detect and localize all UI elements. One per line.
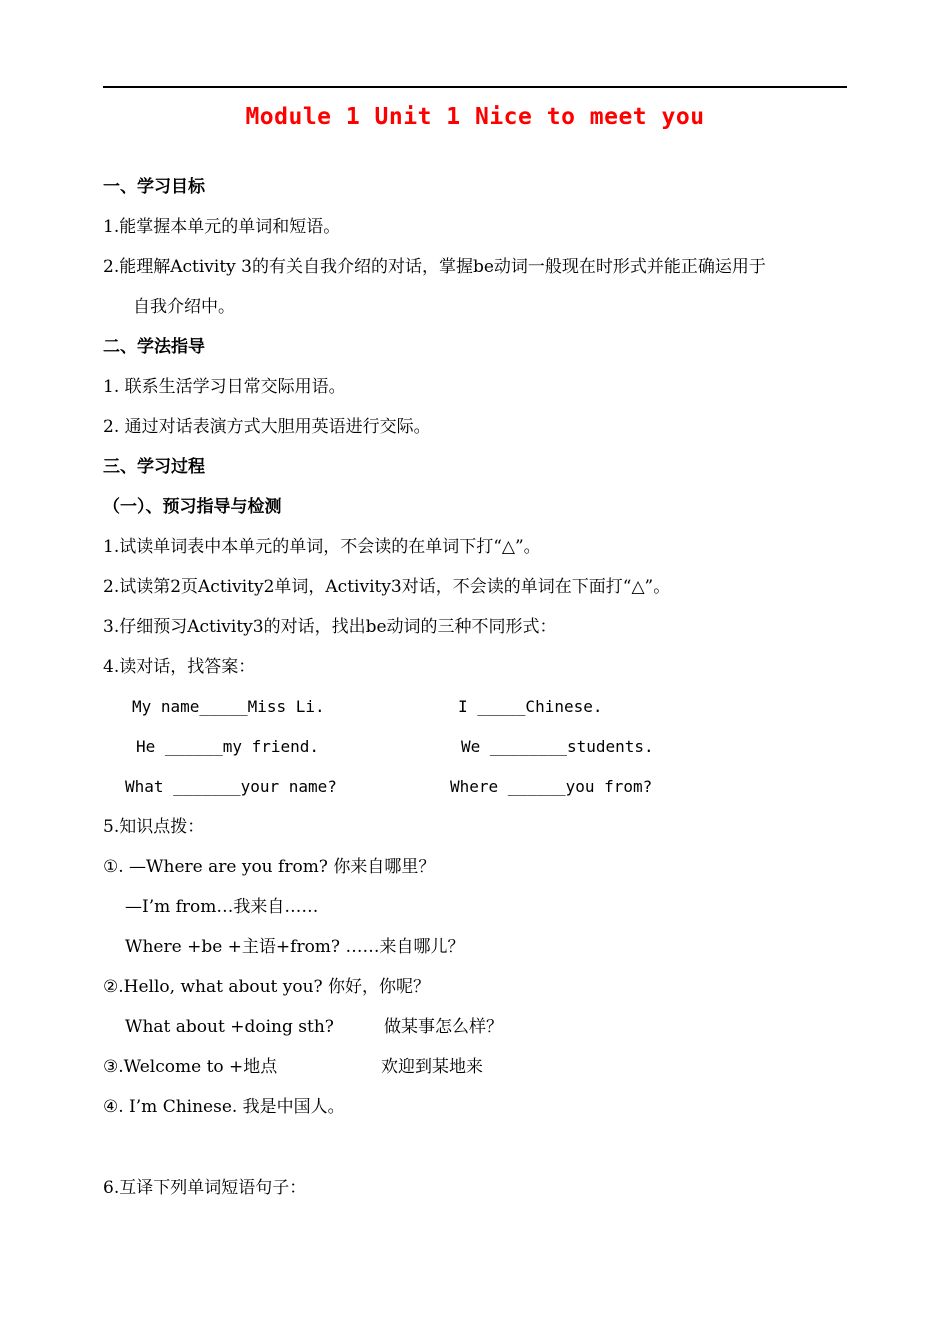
point-3-en: ③.Welcome to +地点 — [103, 1057, 278, 1077]
section2-item2: 2. 通过对话表演方式大胆用英语进行交际。 — [103, 417, 431, 437]
header-rule — [103, 86, 847, 88]
section3-item3: 3.仔细预习Activity3的对话，找出be动词的三种不同形式： — [103, 617, 557, 637]
blank-sentence: I _____Chinese. — [458, 697, 603, 716]
blank-sentence: He ______my friend. — [136, 737, 320, 756]
point-1-line3: Where +be +主语+from? ……来自哪儿？ — [125, 937, 465, 957]
section3-item6: 6.互译下列单词短语句子： — [103, 1178, 307, 1198]
section1-heading: 一、学习目标 — [103, 177, 205, 197]
point-3-cn: 欢迎到某地来 — [381, 1057, 483, 1077]
section3-item2: 2.试读第2页Activity2单词，Activity3对话，不会读的单词在下面打“△”。 — [103, 577, 671, 597]
section3-item5: 5.知识点拨： — [103, 817, 205, 837]
blank-sentence: We ________students. — [461, 737, 654, 756]
section1-item1: 1.能掌握本单元的单词和短语。 — [103, 217, 341, 237]
point-2-line1: ②.Hello, what about you? 你好，你呢？ — [103, 977, 431, 997]
point-1-line1: ①. —Where are you from? 你来自哪里？ — [103, 857, 436, 877]
section2-item1: 1. 联系生活学习日常交际用语。 — [103, 377, 346, 397]
section3-item4: 4.读对话，找答案： — [103, 657, 256, 677]
point-4: ④. I’m Chinese. 我是中国人。 — [103, 1097, 345, 1117]
section2-heading: 二、学法指导 — [103, 337, 205, 357]
page-title: Module 1 Unit 1 Nice to meet you — [245, 104, 705, 130]
section3-item1: 1.试读单词表中本单元的单词，不会读的在单词下打“△”。 — [103, 537, 541, 557]
point-2-line2-en: What about +doing sth? — [125, 1017, 334, 1037]
section3-subheading: （一）、预习指导与检测 — [103, 497, 282, 517]
blank-sentence: What _______your name? — [125, 777, 337, 796]
blank-sentence: My name_____Miss Li. — [132, 697, 325, 716]
point-1-line2: —I’m from…我来自…… — [125, 897, 319, 917]
section1-item2-line2: 自我介绍中。 — [133, 297, 235, 317]
point-2-line2-cn: 做某事怎么样？ — [384, 1017, 503, 1037]
section3-heading: 三、学习过程 — [103, 457, 205, 477]
blank-sentence: Where ______you from? — [450, 777, 653, 796]
section1-item2-line1: 2.能理解Activity 3的有关自我介绍的对话，掌握be动词一般现在时形式并能正确运用于 — [103, 257, 766, 277]
